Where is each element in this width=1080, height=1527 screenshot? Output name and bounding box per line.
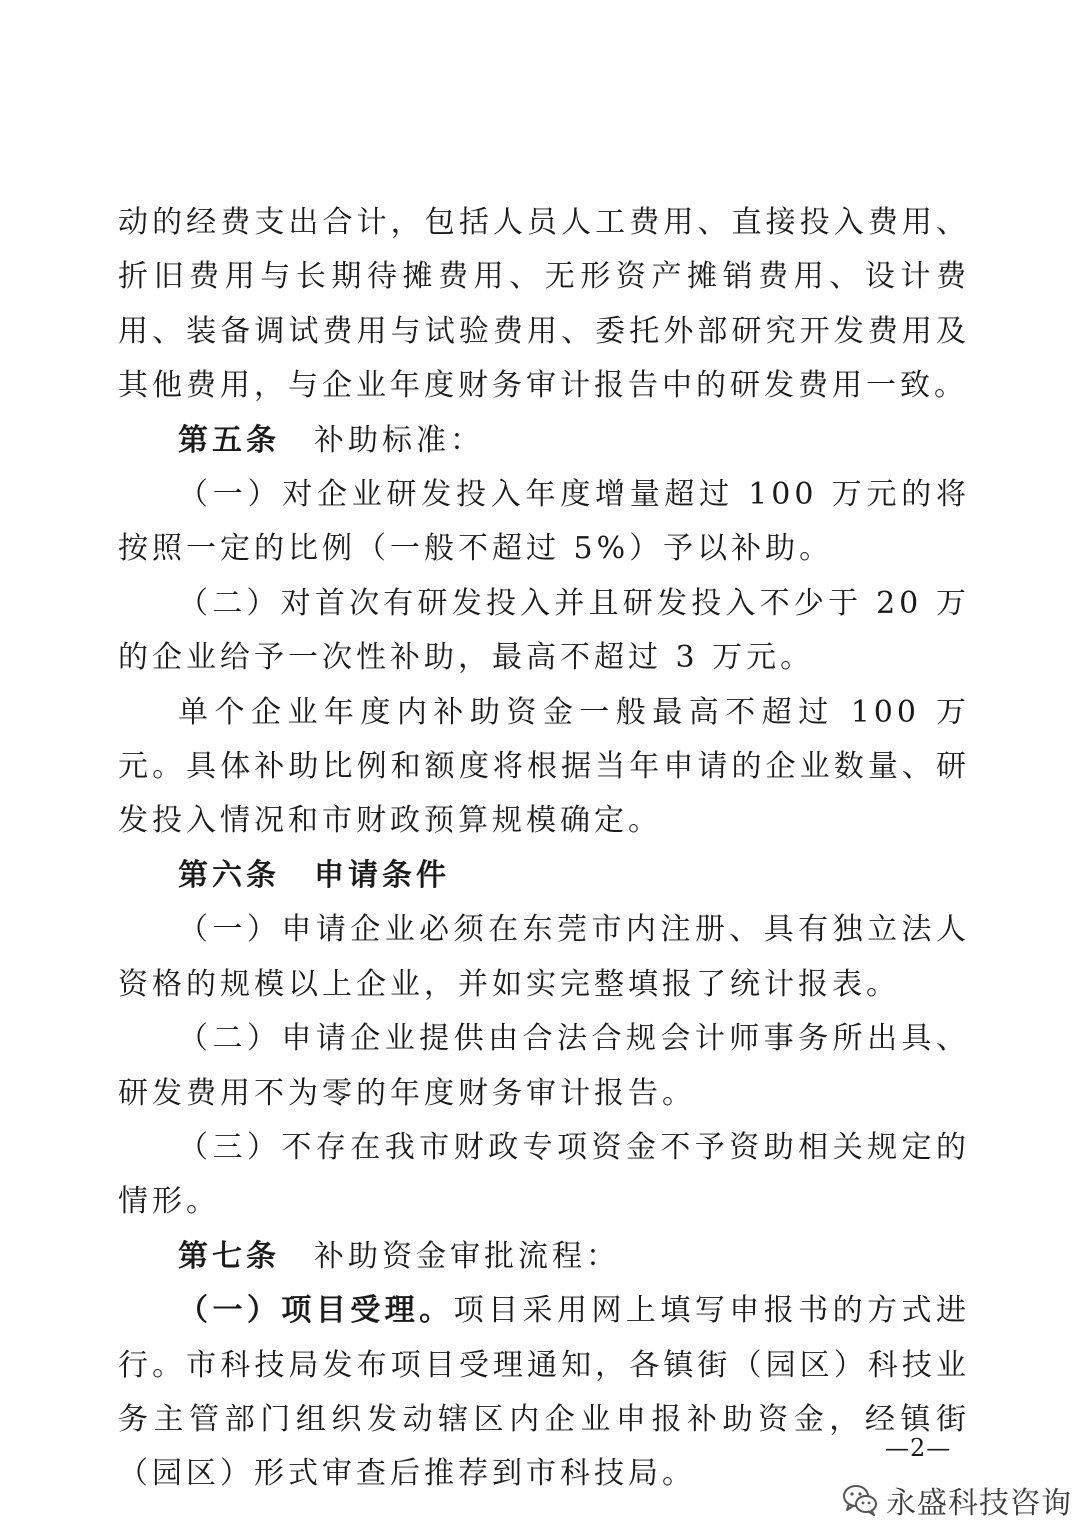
page-number: —2— bbox=[885, 1434, 952, 1462]
item-text: 项目采用网上填写申报书的方式进行。市科技局发布项目受理通知，各镇街（园区）科技业务主管部门组织发动辖区内企业申报补助资金，经镇街（园区）形式审查后推荐到市科技局。 bbox=[118, 1293, 971, 1492]
article-5 bbox=[118, 414, 970, 468]
article-title: 补助资金审批流程： bbox=[280, 1238, 620, 1274]
article-heading: 第六条 bbox=[178, 857, 280, 893]
document-body bbox=[118, 196, 970, 1502]
paragraph-item bbox=[118, 1284, 970, 1502]
paragraph-continuation: 动的经费支出合计，包括人员人工费用、直接投入费用、折旧费用与长期待摊费用、无形资产摊销费用、设计费用、装备调试费用与试验费用、委托外部研究开发费用及其他费用，与企业年度财务审计报告中的研发费用一致。 bbox=[118, 205, 970, 404]
paragraph-item: （一）对企业研发投入年度增量超过 100 万元的将按照一定的比例（一般不超过 5%）予以补助。 bbox=[118, 477, 970, 567]
paragraph-item: （二）申请企业提供由合法合规会计师事务所出具、研发费用不为零的年度财务审计报告。 bbox=[118, 1021, 970, 1111]
paragraph-item: 单个企业年度内补助资金一般最高不超过 100 万元。具体补助比例和额度将根据当年申请的企业数量、研发投入情况和市财政预算规模确定。 bbox=[118, 694, 970, 839]
wechat-icon bbox=[842, 1484, 878, 1516]
article-heading: 第五条 bbox=[178, 422, 280, 458]
paragraph-item: （二）对首次有研发投入并且研发投入不少于 20 万的企业给予一次性补助，最高不超过 3 万元。 bbox=[118, 585, 970, 676]
article-6 bbox=[118, 849, 970, 903]
item-lead: （一）项目受理。 bbox=[178, 1293, 454, 1329]
paragraph-item: （三）不存在我市财政专项资金不予资助相关规定的情形。 bbox=[118, 1129, 970, 1220]
article-heading: 第七条 bbox=[178, 1238, 280, 1274]
article-7 bbox=[118, 1230, 970, 1284]
watermark-text: 永盛科技咨询 bbox=[886, 1486, 1072, 1521]
article-title: 补助标准： bbox=[280, 422, 484, 458]
watermark bbox=[842, 1478, 1072, 1522]
paragraph-item: （一）申请企业必须在东莞市内注册、具有独立法人资格的规模以上企业，并如实完整填报了统计报表。 bbox=[118, 912, 970, 1002]
article-title: 申请条件 bbox=[280, 857, 450, 893]
